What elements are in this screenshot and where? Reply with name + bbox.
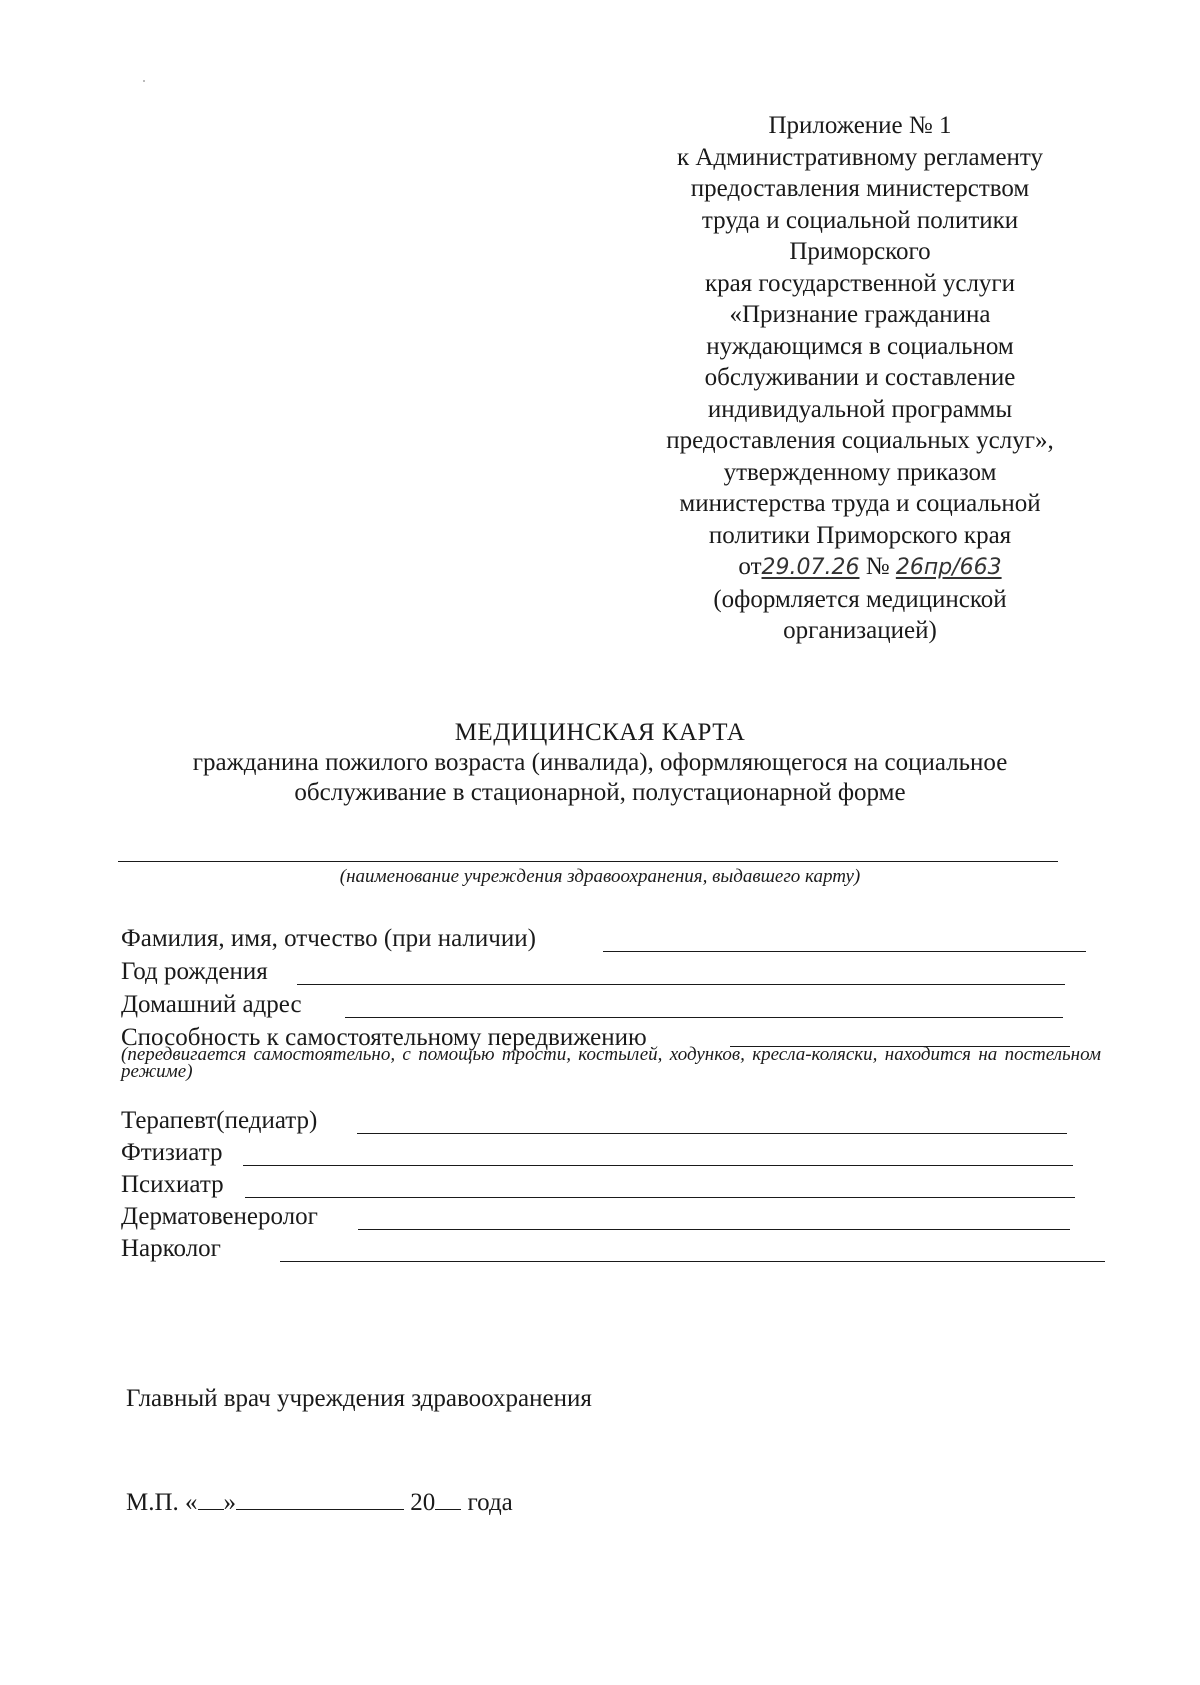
appendix-line: нуждающимся в социальном xyxy=(706,332,1014,360)
dermatovenereologist-label: Дерматовенеролог xyxy=(121,1203,318,1230)
appendix-line: к Административному регламенту xyxy=(676,143,1044,171)
year-suffix: года xyxy=(467,1489,513,1516)
institution-name-line[interactable] xyxy=(118,861,1058,862)
scan-speck xyxy=(143,80,145,82)
appendix-note: (оформляется медицинской xyxy=(713,585,1007,613)
chief-doctor-label: Главный врач учреждения здравоохранения xyxy=(126,1385,592,1412)
appendix-header xyxy=(640,110,1080,647)
stamp-mp-label: М.П. « xyxy=(126,1489,198,1516)
full-name-label: Фамилия, имя, отчество (при наличии) xyxy=(121,925,536,952)
appendix-line: предоставления министерством xyxy=(690,175,1030,202)
month-field[interactable] xyxy=(236,1487,404,1510)
mobility-hint: (передвигается самостоятельно, с помощью трости, костылей, ходунков, кресла-коляски, находится на постельном режиме) xyxy=(121,1044,1101,1082)
therapist-label: Терапевт(педиатр) xyxy=(121,1107,318,1134)
narcologist-label: Нарколог xyxy=(121,1235,221,1262)
stamp-date-line xyxy=(126,1487,513,1517)
appendix-line: политики Приморского края xyxy=(708,521,1012,549)
year-prefix: 20 xyxy=(410,1489,436,1516)
psychiatrist-field[interactable] xyxy=(245,1197,1075,1198)
home-address-label: Домашний адрес xyxy=(121,991,302,1018)
appendix-line: Приложение № 1 xyxy=(768,112,952,139)
appendix-line: края государственной услуги xyxy=(704,269,1016,297)
order-date-handwritten: 29.07.26 xyxy=(761,555,860,580)
appendix-line: утвержденному приказом xyxy=(723,458,997,486)
birth-year-field[interactable] xyxy=(297,984,1065,985)
appendix-note: организацией) xyxy=(783,617,937,644)
birth-year-label: Год рождения xyxy=(121,958,268,985)
document-title xyxy=(100,718,1100,808)
appendix-line: труда и социальной политики xyxy=(701,206,1019,234)
full-name-field[interactable] xyxy=(603,951,1086,952)
year-field[interactable] xyxy=(435,1487,461,1510)
dermatovenereologist-field[interactable] xyxy=(358,1229,1070,1230)
phthisiatrician-field[interactable] xyxy=(243,1165,1073,1166)
title-main: МЕДИЦИНСКАЯ КАРТА xyxy=(454,719,746,746)
appendix-line: Приморского xyxy=(789,238,931,265)
appendix-line: «Признание гражданина xyxy=(729,301,991,328)
psychiatrist-label: Психиатр xyxy=(121,1171,224,1198)
order-reference xyxy=(650,551,1090,584)
therapist-field[interactable] xyxy=(357,1133,1067,1134)
phthisiatrician-label: Фтизиатр xyxy=(121,1139,223,1166)
institution-caption: (наименование учреждения здравоохранения, выдавшего карту) xyxy=(339,866,861,887)
home-address-field[interactable] xyxy=(345,1017,1063,1018)
order-prefix: от xyxy=(738,553,762,580)
quote-close: » xyxy=(223,1489,237,1516)
narcologist-field[interactable] xyxy=(280,1261,1105,1262)
mobility-label: Способность к самостоятельному передвижению xyxy=(121,1024,647,1051)
appendix-line: обслуживании и составление xyxy=(704,364,1016,391)
appendix-line: индивидуальной программы xyxy=(707,395,1013,423)
order-number-handwritten: 26пр/663 xyxy=(895,555,1002,580)
order-number-sign: № xyxy=(865,553,890,580)
title-subtitle: гражданина пожилого возраста (инвалида), оформляющегося на социальное xyxy=(192,749,1008,776)
appendix-line: министерства труда и социальной xyxy=(679,490,1041,517)
title-subtitle: обслуживание в стационарной, полустационарной форме xyxy=(294,779,906,806)
appendix-line: предоставления социальных услуг», xyxy=(666,427,1054,454)
day-field[interactable] xyxy=(198,1487,224,1510)
